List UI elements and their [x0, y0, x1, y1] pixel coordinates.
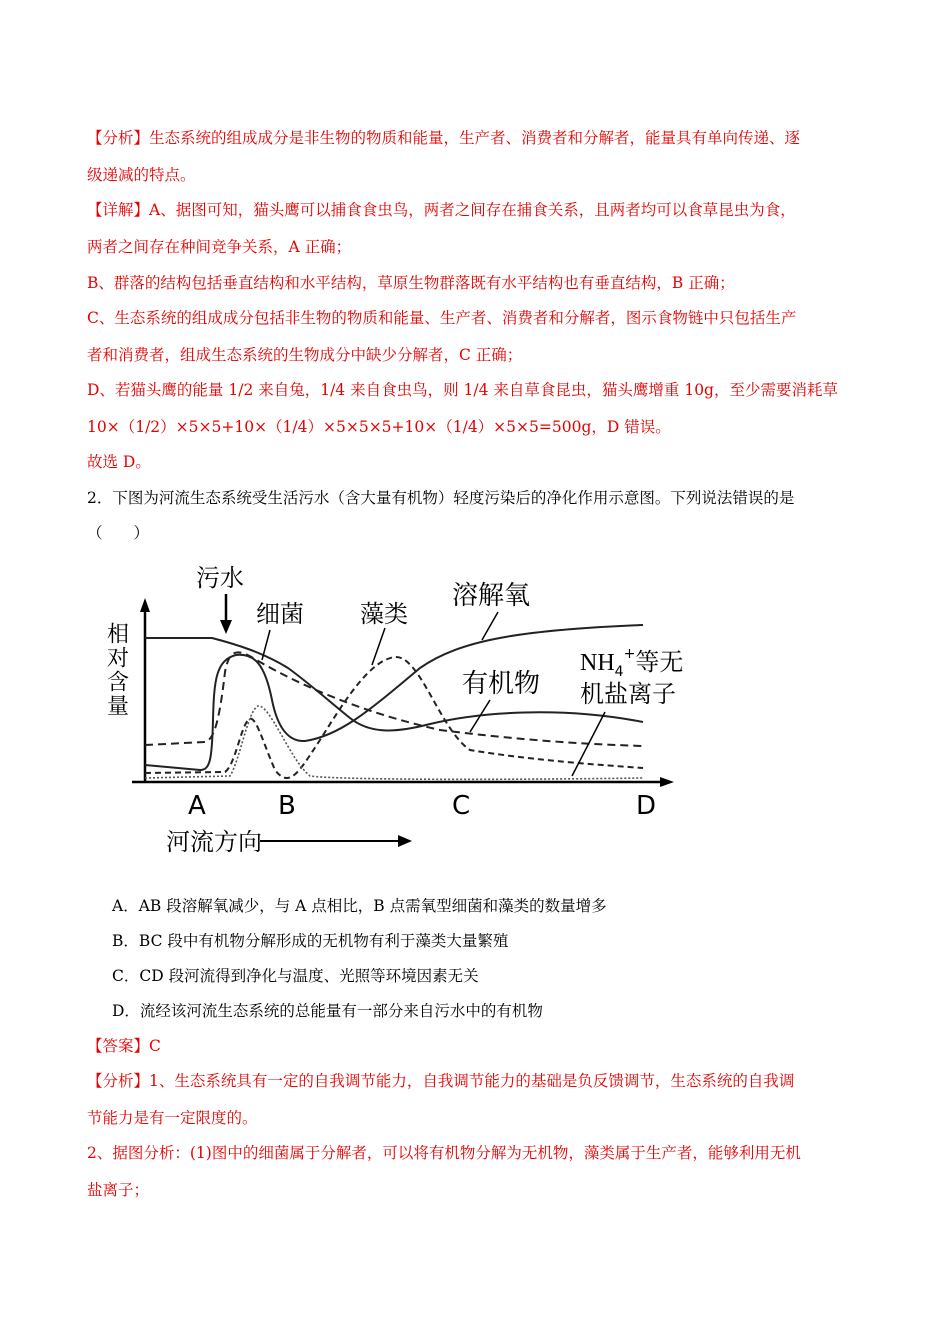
dissolved-oxygen-leader	[482, 612, 498, 640]
analysis-paragraph	[87, 128, 863, 148]
point-a: A	[188, 791, 206, 821]
algae-leader	[372, 628, 385, 665]
option-a: A．AB 段溶解氧减少，与 A 点相比，B 点需氧型细菌和藻类的数量增多	[112, 897, 607, 915]
analysis-tag: 【分析】	[87, 129, 150, 147]
analysis-text-cont: 级递减的特点。	[87, 166, 196, 184]
question-blank: （ ）	[87, 524, 150, 542]
x-axis-label: 河流方向	[166, 828, 262, 856]
option-b: B．BC 段中有机物分解形成的无机物有利于藻类大量繁殖	[112, 932, 509, 950]
detail-conclusion: 故选 D。	[87, 453, 151, 471]
answer-tag: 【答案】	[87, 1037, 150, 1055]
nh4-prefix: NH	[580, 650, 615, 676]
analysis2-point2: 2、据图分析：(1)图中的细菌属于分解者，可以将有机物分解为无机物，藻类属于生产者，能够利用无机	[87, 1144, 801, 1162]
nh4-sub: 4	[614, 664, 624, 680]
label-inorganic-line2: 机盐离子	[580, 680, 676, 708]
inorganic-ions-curve	[145, 706, 643, 779]
label-algae: 藻类	[360, 600, 408, 628]
point-d: D	[636, 791, 657, 821]
detail-d-text: D、若猫头鹰的能量 1/2 来自兔，1/4 来自食虫鸟，则 1/4 来自草食昆虫，猫头鹰增重 10g，至少需要消耗草	[87, 381, 838, 399]
nh4-sup: +	[623, 646, 636, 662]
detail-a-text-cont: 两者之间存在种间竞争关系，A 正确；	[87, 238, 352, 256]
organic-matter-curve	[145, 625, 643, 770]
label-sewage: 污水	[196, 564, 244, 592]
detail-tag: 【详解】	[87, 201, 150, 219]
option-c: C．CD 段河流得到净化与温度、光照等环境因素无关	[112, 967, 479, 985]
analysis2-paragraph	[87, 1071, 863, 1091]
detail-b-text: B、群落的结构包括垂直结构和水平结构，草原生物群落既有水平结构也有垂直结构，B 正确；	[87, 274, 735, 292]
sewage-arrow-head	[220, 620, 232, 634]
y-axis-arrow	[140, 598, 150, 612]
label-bacteria: 细菌	[256, 600, 304, 628]
detail-a-text: A、据图可知，猫头鹰可以捕食食虫鸟，两者之间存在捕食关系，且两者均可以食草昆虫为食，	[149, 201, 796, 219]
analysis2-tag: 【分析】	[87, 1072, 150, 1090]
river-purification-figure	[95, 550, 695, 870]
question-stem: 2．下图为河流生态系统受生活污水（含大量有机物）轻度污染后的净化作用示意图。下列说法错误的是	[87, 489, 795, 507]
answer-value: C	[149, 1037, 161, 1055]
label-dissolved-oxygen: 溶解氧	[452, 581, 531, 611]
detail-paragraph	[87, 200, 863, 220]
dissolved-oxygen-curve	[145, 638, 643, 730]
point-b: B	[278, 791, 296, 821]
analysis-text: 生态系统的组成成分是非生物的物质和能量，生产者、消费者和分解者，能量具有单向传递、逐	[149, 129, 801, 147]
detail-d-text-cont: 10×（1/2）×5×5+10×（1/4）×5×5×5+10×（1/4）×5×5=500g，D 错误。	[87, 418, 671, 436]
analysis2-text: 1、生态系统具有一定的自我调节能力，自我调节能力的基础是负反馈调节，生态系统的自我调	[149, 1072, 795, 1090]
x-axis-arrow	[660, 777, 674, 787]
detail-c-text: C、生态系统的组成成分包括非生物的物质和能量、生产者、消费者和分解者，图示食物链中只包括生产	[87, 309, 797, 327]
answer-paragraph	[87, 1036, 863, 1056]
detail-c-text-cont: 者和消费者，组成生态系统的生物成分中缺少分解者，C 正确；	[87, 346, 523, 364]
analysis2-text-cont: 节能力是有一定限度的。	[87, 1109, 258, 1127]
y-axis-label: 相对含量	[103, 622, 129, 718]
label-organic: 有机物	[462, 669, 541, 699]
label-inorganic-line1	[580, 646, 683, 680]
river-direction-arrow	[398, 835, 412, 847]
analysis2-point2-cont: 盐离子；	[87, 1181, 150, 1199]
point-c: C	[452, 791, 471, 821]
option-d: D．流经该河流生态系统的总能量有一部分来自污水中的有机物	[112, 1002, 543, 1020]
nh4-suffix: 等无	[635, 648, 684, 676]
